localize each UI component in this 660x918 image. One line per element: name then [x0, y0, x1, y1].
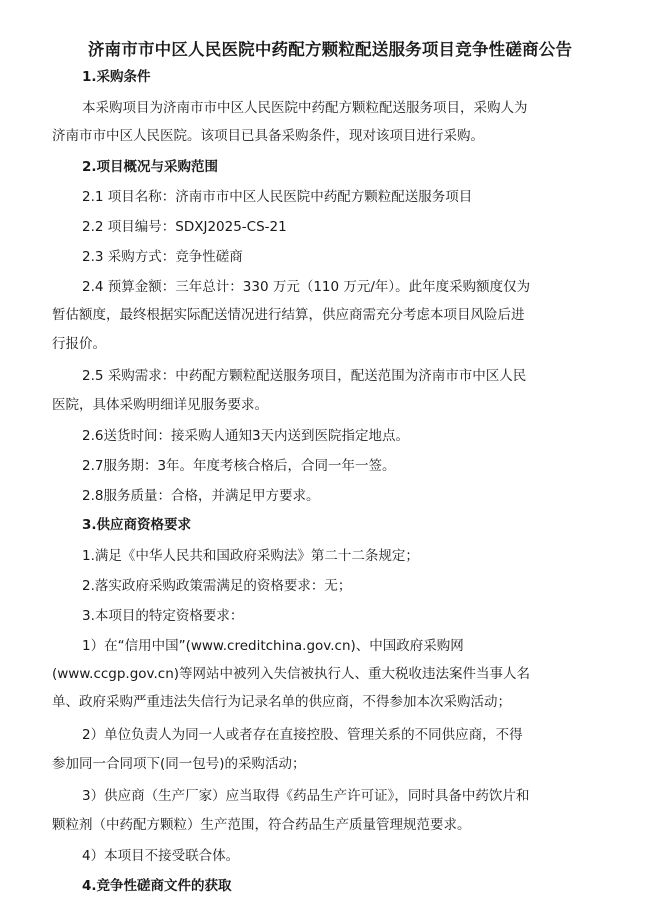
- paragraph-line: 暂估额度，最终根据实际配送情况进行结算，供应商需充分考虑本项目风险后进: [52, 307, 525, 323]
- item-2-5: 2.5 采购需求：中药配方颗粒配送服务项目，配送范围为济南市市中区人民: [82, 368, 527, 384]
- item-2-2: 2.2 项目编号：SDXJ2025-CS-21: [82, 219, 287, 235]
- section-heading-2: 2.项目概况与采购范围: [82, 159, 219, 175]
- section-heading-3: 3.供应商资格要求: [82, 517, 192, 533]
- paragraph-line: 颗粒剂（中药配方颗粒）生产范围，符合药品生产质量管理规范要求。: [52, 817, 471, 833]
- item-2-4: 2.4 预算金额：三年总计：330 万元（110 万元/年）。此年度采购额度仅为: [82, 279, 531, 295]
- paragraph-line: (www.ccgp.gov.cn)等网站中被列入失信被执行人、重大税收违法案件当事人名: [52, 666, 531, 682]
- paragraph-line: 单、政府采购严重违法失信行为记录名单的供应商，不得参加本次采购活动；: [52, 694, 511, 710]
- paragraph-line: 参加同一合同项下(同一包号)的采购活动；: [52, 756, 306, 772]
- item-2-3: 2.3 采购方式：竞争性磋商: [82, 249, 243, 265]
- page-title: 济南市市中区人民医院中药配方颗粒配送服务项目竞争性磋商公告: [87, 40, 573, 59]
- item-3-2: 2.落实政府采购政策需满足的资格要求：无；: [82, 578, 352, 594]
- item-3-3-3: 3）供应商（生产厂家）应当取得《药品生产许可证》，同时具备中药饮片和: [82, 788, 530, 804]
- item-3-3: 3.本项目的特定资格要求：: [82, 608, 244, 624]
- section-heading-4: 4.竞争性磋商文件的获取: [82, 878, 232, 894]
- paragraph-line: 行报价。: [52, 336, 106, 352]
- item-2-7: 2.7服务期：3年。年度考核合格后，合同一年一签。: [82, 458, 396, 474]
- paragraph-line: 医院，具体采购明细详见服务要求。: [52, 397, 268, 413]
- paragraph-line: 济南市市中区人民医院。该项目已具备采购条件，现对该项目进行采购。: [52, 128, 484, 144]
- item-2-8: 2.8服务质量：合格，并满足甲方要求。: [82, 488, 320, 504]
- item-3-1: 1.满足《中华人民共和国政府采购法》第二十二条规定；: [82, 548, 419, 564]
- section-heading-1: 1.采购条件: [82, 69, 151, 85]
- item-3-3-4: 4）本项目不接受联合体。: [82, 848, 240, 864]
- item-3-3-1: 1）在“信用中国”(www.creditchina.gov.cn)、中国政府采购网: [82, 638, 464, 654]
- item-2-1: 2.1 项目名称：济南市市中区人民医院中药配方颗粒配送服务项目: [82, 189, 473, 205]
- paragraph-line: 本采购项目为济南市市中区人民医院中药配方颗粒配送服务项目，采购人为: [82, 100, 528, 116]
- item-2-6: 2.6送货时间：接采购人通知3天内送到医院指定地点。: [82, 428, 410, 444]
- item-3-3-2: 2）单位负责人为同一人或者存在直接控股、管理关系的不同供应商，不得: [82, 727, 523, 743]
